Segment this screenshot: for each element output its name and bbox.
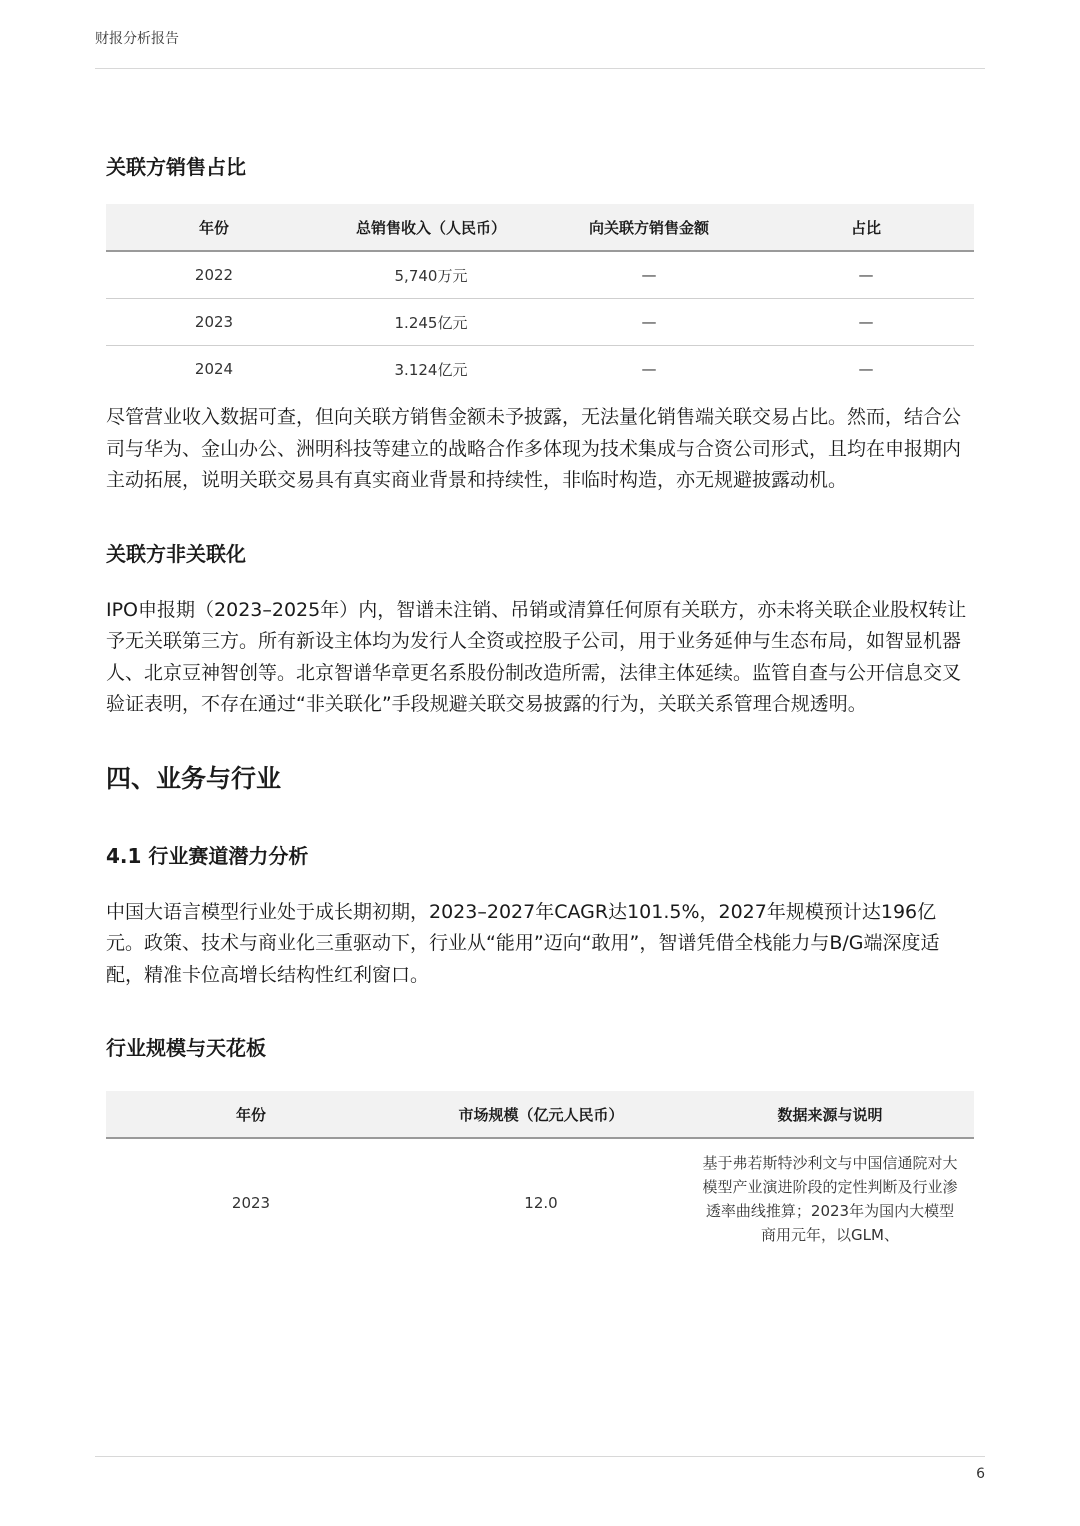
cell-ratio: —: [858, 360, 874, 378]
col-header-year: 年份: [106, 204, 322, 251]
cell-total-revenue: 3.124亿元: [394, 360, 468, 379]
related-sales-table: [106, 204, 974, 392]
market-size-table: [106, 1091, 974, 1247]
cell-related-sales: —: [540, 251, 758, 299]
cell-related-sales: —: [540, 299, 758, 346]
page-content: [106, 150, 974, 1247]
related-sales-heading: 关联方销售占比: [106, 155, 246, 179]
non-related-heading: 关联方非关联化: [106, 541, 246, 566]
cell-ratio: —: [758, 299, 974, 346]
col-header-ratio: 占比: [758, 204, 974, 251]
footer-divider: [95, 1456, 985, 1457]
market-size-heading: 行业规模与天花板: [106, 1036, 266, 1060]
table-row: [106, 346, 974, 393]
page-number: 6: [976, 1466, 985, 1482]
col-header-related-sales: 向关联方销售金额: [540, 204, 758, 251]
table-row: [106, 251, 974, 299]
header-divider: [95, 68, 985, 69]
col-header-market-size: 市场规模（亿元人民币）: [396, 1091, 686, 1138]
industry-potential-paragraph: 中国大语言模型行业处于成长期初期，2023–2027年CAGR达101.5%，2027年规模预计达196亿元。政策、技术与商业化三重驱动下，行业从“能用”迈向“敢用”，智谱凭借全栈能力与B/G端深度适配，精准卡位高增长结构性红利窗口。: [106, 900, 940, 986]
table-row: [106, 1138, 974, 1247]
col-header-source-note: 数据来源与说明: [686, 1091, 974, 1138]
non-related-paragraph: IPO申报期（2023–2025年）内，智谱未注销、吊销或清算任何原有关联方，亦未将关联企业股权转让予无关联第三方。所有新设主体均为发行人全资或控股子公司，用于业务延伸与生态布局，如智显机器人、北京豆神智创等。北京智谱华章更名系股份制改造所需，法律主体延续。监管自查与公开信息交叉验证表明，不存在通过“非关联化”手段规避关联交易披露的行为，关联关系管理合规透明。: [106, 598, 967, 715]
cell-related-sales: —: [641, 360, 657, 378]
table-header-row: [106, 1091, 974, 1138]
col-header-total-revenue: 总销售收入（人民币）: [322, 204, 540, 251]
related-sales-paragraph: 尽管营业收入数据可查，但向关联方销售金额未予披露，无法量化销售端关联交易占比。然而，结合公司与华为、金山办公、洲明科技等建立的战略合作多体现为技术集成与合资公司形式，且均在申报期内主动拓展，说明关联交易具有真实商业背景和持续性，非临时构造，亦无规避披露动机。: [106, 406, 962, 491]
table-row: [106, 299, 974, 346]
col-header-year: 年份: [106, 1091, 396, 1138]
cell-ratio: —: [758, 251, 974, 299]
business-section-heading: 四、业务与行业: [106, 763, 282, 793]
cell-market-size: 12.0: [524, 1194, 558, 1212]
cell-year: 2023: [231, 1194, 271, 1212]
report-header-title: 财报分析报告: [95, 31, 179, 47]
table-header-row: [106, 204, 974, 251]
cell-year: 2022: [106, 251, 322, 299]
industry-potential-heading: 4.1 行业赛道潜力分析: [106, 843, 309, 868]
cell-total-revenue: 5,740万元: [322, 251, 540, 299]
cell-year: 2023: [106, 299, 322, 346]
cell-year: 2024: [194, 360, 234, 378]
cell-source-note: 基于弗若斯特沙利文与中国信通院对大模型产业演进阶段的定性判断及行业渗透率曲线推算；2023年为国内大模型商用元年，以GLM、: [702, 1154, 958, 1244]
cell-total-revenue: 1.245亿元: [322, 299, 540, 346]
